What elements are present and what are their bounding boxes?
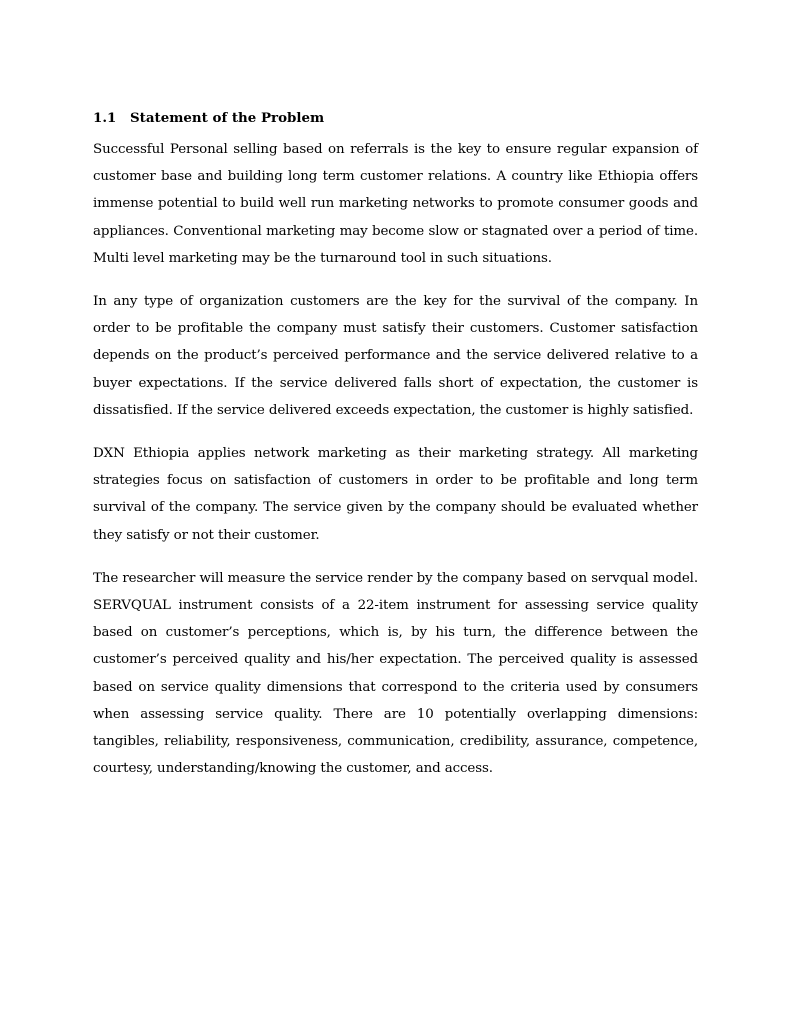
section-number: 1.1 [93,110,117,126]
paragraph-2: In any type of organization customers are the key for the survival of the company. In order to be profitable the company must satisfy their customers. Customer satisfaction depends on the product’s perceived performance and the service delivered relative to a buyer expectations. If the service delivered falls short of expectation, the customer is dissatisfied. If the service delivered exceeds expectation, the customer is highly satisfied. [93,294,698,418]
paragraph-3: DXN Ethiopia applies network marketing as their marketing strategy. All marketing strategies focus on satisfaction of customers in order to be profitable and long term survival of the company. The service given by the company should be evaluated whether they satisfy or not their customer. [93,446,698,543]
section-heading [93,108,698,128]
section-title: Statement of the Problem [130,110,325,126]
page-content [93,108,698,798]
paragraph-1: Successful Personal selling based on referrals is the key to ensure regular expansion of customer base and building long term customer relations. A country like Ethiopia offers immense potential to build well run marketing networks to promote consumer goods and appliances. Conventional marketing may become slow or stagnated over a period of time. Multi level marketing may be the turnaround tool in such situations. [93,142,698,266]
paragraph-4: The researcher will measure the service render by the company based on servqual model. SERVQUAL instrument consists of a 22-item instrument for assessing service quality based on customer’s perceptions, which is, by his turn, the difference between the customer’s perceived quality and his/her expectation. The perceived quality is assessed based on service quality dimensions that correspond to the criteria used by consumers when assessing service quality. There are 10 potentially overlapping dimensions: tangibles, reliability, responsiveness, communication, credibility, assurance, competence, courtesy, understanding/knowing the customer, and access. [93,570,698,777]
